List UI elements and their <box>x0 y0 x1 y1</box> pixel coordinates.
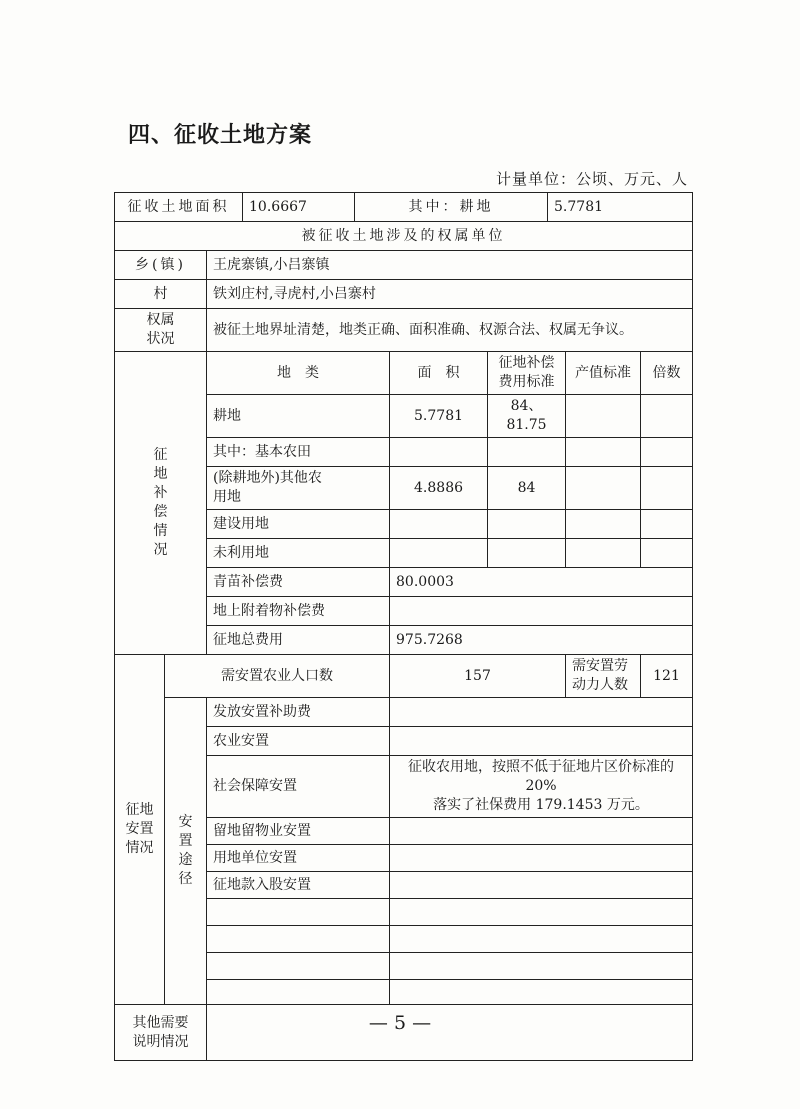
resettlement-item-label: 发放安置补助费 <box>207 698 390 727</box>
land-multiple <box>641 438 693 467</box>
village-value: 铁刘庄村,寻虎村,小吕寨村 <box>207 280 693 309</box>
land-area <box>390 539 488 568</box>
resettlement-item-value <box>390 872 693 899</box>
population-row <box>115 655 693 698</box>
fee-label: 地上附着物补偿费 <box>207 597 390 626</box>
ownership-status-value: 被征土地界址清楚，地类正确、面积准确、权源合法、权属无争议。 <box>207 309 693 352</box>
area-value: 10.6667 <box>243 193 355 222</box>
standard-header: 征地补偿 费用标准 <box>488 352 566 395</box>
fee-label: 征地总费用 <box>207 626 390 655</box>
land-standard <box>488 539 566 568</box>
page-number: — 5 — <box>368 1012 432 1034</box>
resettlement-item-label: 留地留物业安置 <box>207 818 390 845</box>
compensation-side-label: 征 地 补 偿 情 况 <box>115 352 207 655</box>
land-standard: 84 <box>488 467 566 510</box>
land-output <box>566 438 641 467</box>
compensation-header-row <box>115 352 693 395</box>
resettlement-item-value <box>390 818 693 845</box>
social-security-note: 征收农用地，按照不低于征地片区价标准的20% 落实了社保费用 179.1453 万元。 <box>390 756 693 818</box>
fee-value <box>390 597 693 626</box>
population-label: 需安置农业人口数 <box>165 655 390 698</box>
of-which-value: 5.7781 <box>548 193 693 222</box>
resettlement-path-label: 安 置 途 径 <box>165 698 207 1005</box>
resettlement-item <box>115 698 693 727</box>
multiple-header: 倍数 <box>641 352 693 395</box>
land-acquisition-table <box>114 192 693 1061</box>
land-output <box>566 467 641 510</box>
resettlement-item-value <box>390 698 693 727</box>
land-output <box>566 395 641 438</box>
resettlement-item-label: 社会保障安置 <box>207 756 390 818</box>
area-header: 面 积 <box>390 352 488 395</box>
ownership-status-label: 权属 状况 <box>115 309 207 352</box>
land-type: 未利用地 <box>207 539 390 568</box>
ownership-header: 被征收土地涉及的权属单位 <box>115 222 693 251</box>
land-area <box>390 510 488 539</box>
land-type: (除耕地外)其他农 用地 <box>207 467 390 510</box>
land-standard <box>488 438 566 467</box>
resettlement-item-label <box>207 899 390 926</box>
land-area <box>390 438 488 467</box>
labor-label: 需安置劳 动力人数 <box>566 655 641 698</box>
resettlement-item-label <box>207 926 390 953</box>
land-multiple <box>641 510 693 539</box>
resettlement-item-label: 用地单位安置 <box>207 845 390 872</box>
village-label: 村 <box>115 280 207 309</box>
fee-value: 975.7268 <box>390 626 693 655</box>
resettlement-item-value <box>390 727 693 756</box>
fee-label: 青苗补偿费 <box>207 568 390 597</box>
land-standard: 84、81.75 <box>488 395 566 438</box>
land-standard <box>488 510 566 539</box>
land-type: 耕地 <box>207 395 390 438</box>
section-heading: 四、征收土地方案 <box>128 122 313 148</box>
land-multiple <box>641 395 693 438</box>
resettlement-item-value <box>390 899 693 926</box>
land-type: 其中：基本农田 <box>207 438 390 467</box>
land-output <box>566 510 641 539</box>
output-standard-header: 产值标准 <box>566 352 641 395</box>
township-label: 乡(镇) <box>115 251 207 280</box>
unit-note: 计量单位：公顷、万元、人 <box>495 170 688 188</box>
labor-value: 121 <box>641 655 693 698</box>
area-label: 征收土地面积 <box>115 193 243 222</box>
resettlement-item-label: 农业安置 <box>207 727 390 756</box>
land-type: 建设用地 <box>207 510 390 539</box>
land-area: 5.7781 <box>390 395 488 438</box>
population-value: 157 <box>390 655 566 698</box>
resettlement-item-label <box>207 953 390 980</box>
resettlement-item-value <box>390 953 693 980</box>
of-which-label: 其中：耕地 <box>355 193 548 222</box>
resettlement-item-value <box>390 926 693 953</box>
township-value: 王虎寨镇,小吕寨镇 <box>207 251 693 280</box>
fee-value: 80.0003 <box>390 568 693 597</box>
resettlement-item-value <box>390 845 693 872</box>
land-type-header: 地 类 <box>207 352 390 395</box>
land-multiple <box>641 467 693 510</box>
land-multiple <box>641 539 693 568</box>
resettlement-item-label: 征地款入股安置 <box>207 872 390 899</box>
other-notes-label: 其他需要 说明情况 <box>115 1005 207 1061</box>
land-output <box>566 539 641 568</box>
resettlement-side-label: 征地 安置 情况 <box>115 655 165 1005</box>
land-area: 4.8886 <box>390 467 488 510</box>
summary-row <box>115 193 693 222</box>
